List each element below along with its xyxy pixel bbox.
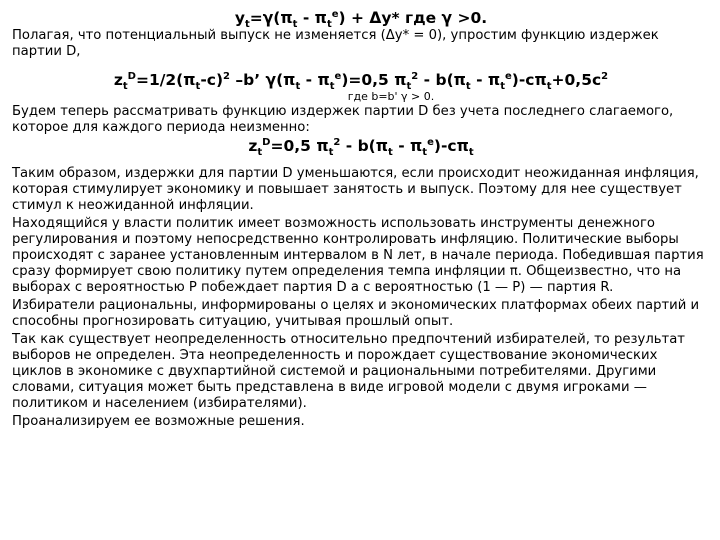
eq-subscript: t bbox=[406, 81, 412, 93]
eq-subscript: t bbox=[195, 81, 201, 93]
eq-superscript: D bbox=[127, 70, 136, 82]
eq-token: - b(π bbox=[340, 137, 389, 155]
eq-token: - b(π bbox=[418, 71, 466, 89]
eq-superscript: 2 bbox=[333, 136, 341, 148]
paragraph-thus: Таким образом, издержки для партии D уменьшаются, если происходит неожиданная инфляция, которая стимулирует экономику и повышает занятость и выпуск. Поэтому для нее существует стимул к неожиданной инфляции. bbox=[12, 166, 699, 213]
eq-subscript: t bbox=[257, 147, 263, 159]
equation-cost-function bbox=[12, 70, 710, 93]
eq-token: ) + Δy* где γ >0. bbox=[338, 9, 488, 27]
eq-token: z bbox=[113, 71, 123, 89]
eq-subscript: t bbox=[468, 147, 474, 159]
eq-superscript: e bbox=[334, 70, 342, 82]
eq-token: +0,5c bbox=[551, 71, 602, 89]
eq-subscript: t bbox=[500, 81, 505, 93]
eq-token: - π bbox=[392, 137, 423, 155]
eq-subscript: t bbox=[122, 81, 128, 93]
eq-subscript: t bbox=[465, 81, 471, 93]
eq-superscript: e bbox=[331, 8, 339, 20]
paragraph-analyze: Проанализируем ее возможные решения. bbox=[12, 414, 305, 429]
eq-subscript: t bbox=[546, 81, 552, 93]
equation-output bbox=[12, 8, 710, 31]
eq-token: =γ(π bbox=[249, 9, 293, 27]
note-b-definition: где b=b' γ > 0. bbox=[347, 90, 435, 103]
eq-token: )=0,5 π bbox=[341, 71, 407, 89]
eq-token: z bbox=[248, 137, 258, 155]
paragraph-politician: Находящийся у власти политик имеет возможность использовать инструменты денежного регулирования и поэтому непосредственно контролировать инфляцию. Политические выборы происходят с заранее установленным интервалом в N лет, в начале периода. Победившая партия сразу формирует свою политику путем определения темпа инфляции π. Общеизвестно, что на выборах с вероятностью P побеждает партия D а с вероятностью (1 — P) — партия R. bbox=[12, 216, 704, 295]
eq-superscript: e bbox=[427, 136, 434, 148]
eq-subscript: t bbox=[295, 81, 301, 93]
eq-superscript: 2 bbox=[411, 70, 419, 82]
eq-token: y bbox=[234, 9, 245, 27]
paragraph-assumption: Полагая, что потенциальный выпуск не изменяется (Δy* = 0), упростим функцию издержек партии D, bbox=[12, 28, 659, 59]
paragraph-voters: Избиратели рациональны, информированы о целях и экономических платформах обеих партий и способны прогнозировать ситуацию, учитывая прошлый опыт. bbox=[12, 298, 700, 329]
paragraph-uncertainty: Так как существует неопределенность относительно предпочтений избирателей, то результат выборов не определен. Эта неопределенность и порождает существование экономических циклов в экономике с двухпартийной системой и рациональными потребителями. Другими словами, ситуация может быть представлена в виде игровой модели с двумя игроками — политиком и населением (избирателями). bbox=[12, 332, 685, 411]
eq-token: - π bbox=[297, 9, 327, 27]
eq-superscript: 2 bbox=[601, 70, 609, 82]
paragraph-consider: Будем теперь рассматривать функцию издержек партии D без учета последнего слагаемого, которое для каждого периода неизменно: bbox=[12, 104, 674, 135]
equation-simplified-cost bbox=[12, 136, 710, 159]
eq-subscript: t bbox=[292, 19, 298, 31]
eq-token: -c) bbox=[200, 71, 224, 89]
eq-superscript: e bbox=[504, 70, 512, 82]
eq-subscript: t bbox=[244, 19, 250, 31]
eq-token: - π bbox=[300, 71, 330, 89]
eq-token: =1/2(π bbox=[135, 71, 196, 89]
eq-token: )-cπ bbox=[433, 137, 469, 155]
eq-token: )-cπ bbox=[511, 71, 547, 89]
eq-subscript: t bbox=[329, 81, 335, 93]
eq-subscript: t bbox=[326, 19, 332, 31]
eq-subscript: t bbox=[388, 147, 393, 159]
eq-superscript: 2 bbox=[223, 70, 231, 82]
eq-token: - π bbox=[470, 71, 501, 89]
eq-token: –b’ γ(π bbox=[230, 71, 296, 89]
eq-superscript: D bbox=[262, 136, 271, 148]
eq-token: =0,5 π bbox=[270, 137, 329, 155]
eq-subscript: t bbox=[328, 147, 334, 159]
eq-subscript: t bbox=[422, 147, 428, 159]
